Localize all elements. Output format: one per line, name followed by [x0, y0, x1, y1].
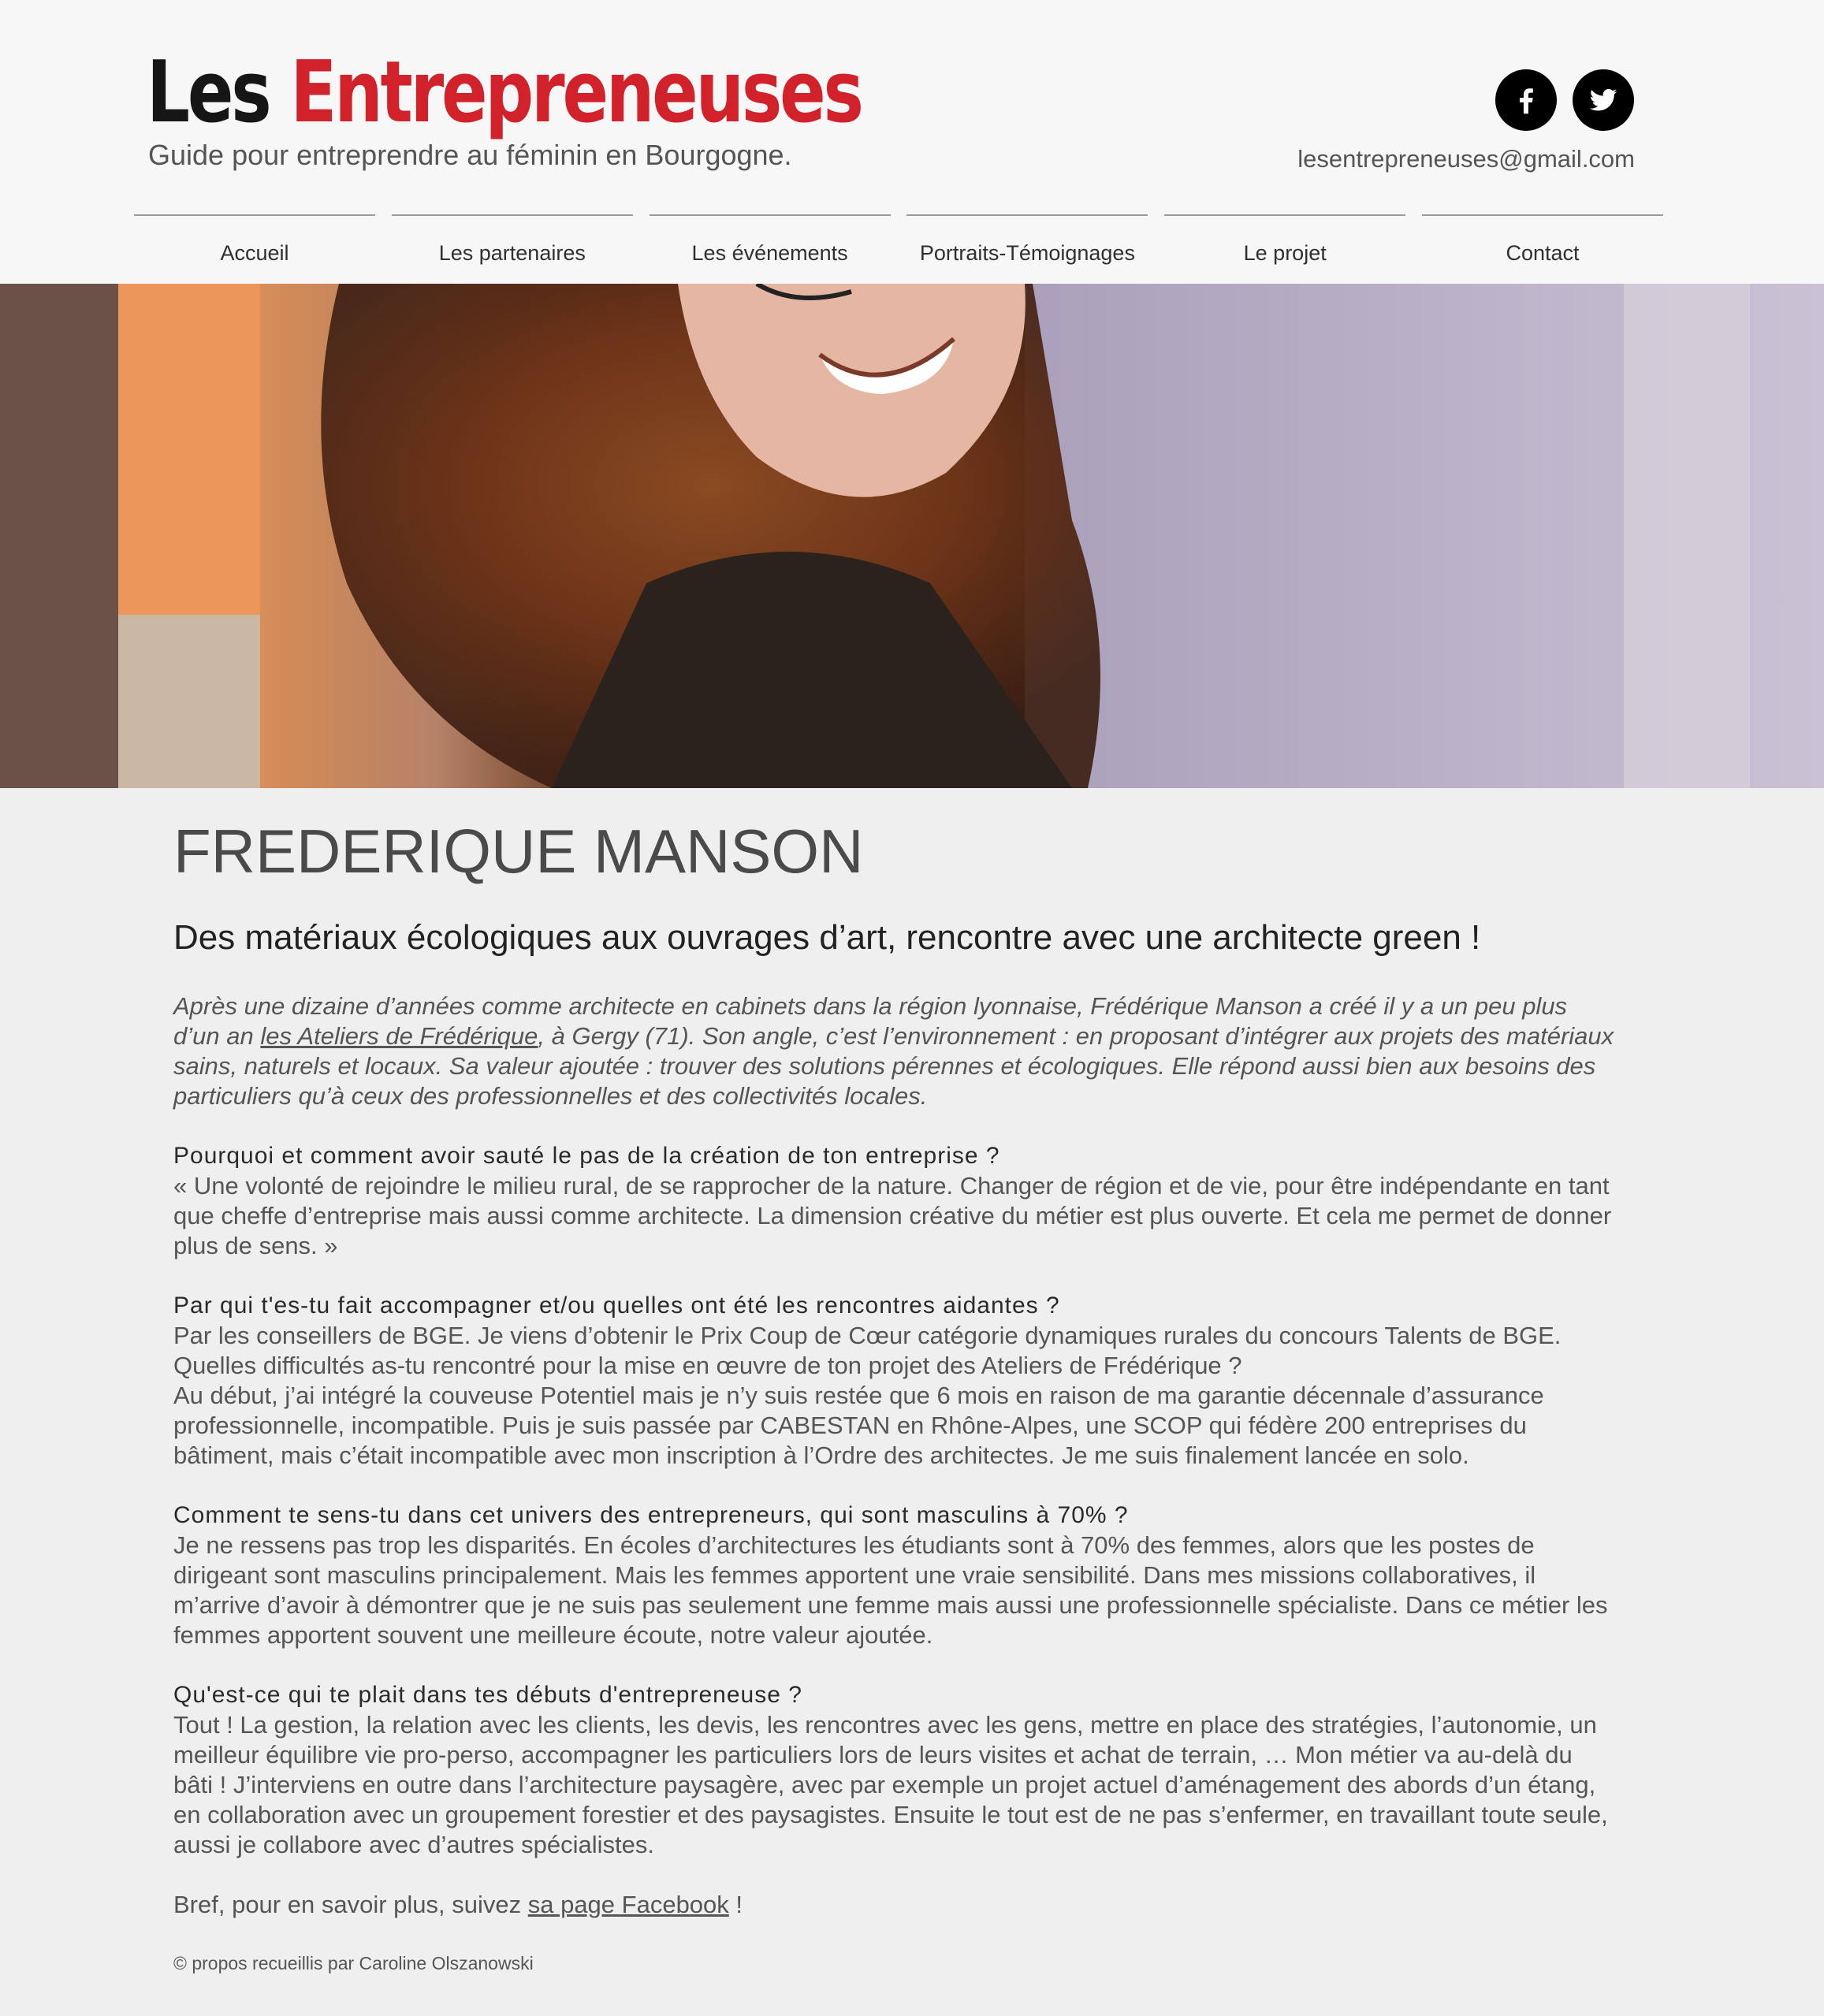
- answer-2: Par les conseillers de BGE. Je viens d’obtenir le Prix Coup de Cœur catégorie dynamiques rurales du concours Talents de BGE.: [173, 1322, 1562, 1349]
- article: [173, 812, 1616, 1974]
- article-subtitle: Des matériaux écologiques aux ouvrages d’art, rencontre avec une architecte green !: [173, 918, 1481, 957]
- question-4: Qu'est-ce qui te plait dans tes débuts d'entrepreneuse ?: [173, 1682, 802, 1708]
- nav-item-accueil[interactable]: Accueil: [134, 214, 375, 284]
- question-2: Par qui t'es-tu fait accompagner et/ou quelles ont été les rencontres aidantes ?: [173, 1293, 1060, 1319]
- site-tagline: Guide pour entreprendre au féminin en Bourgogne.: [148, 139, 792, 171]
- nav-item-projet[interactable]: Le projet: [1164, 214, 1405, 284]
- facebook-icon[interactable]: [1495, 69, 1557, 131]
- answer-3: Je ne ressens pas trop les disparités. En écoles d’architectures les étudiants sont à 70% des femmes, alors que les postes de dirigeant sont masculins principalement. Mais les femmes apportent une vraie sensibilité. Dans mes missions collaboratives, il m’arrive d’avoir à démontrer que je ne suis pas seulement une femme mais aussi une professionnelle spécialiste. Dans ce métier les femmes apportent souvent une meilleure écoute, notre valeur ajoutée.: [173, 1531, 1608, 1649]
- nav-item-contact[interactable]: Contact: [1422, 214, 1663, 284]
- nav-item-partenaires[interactable]: Les partenaires: [392, 214, 633, 284]
- site-header: [0, 0, 1824, 284]
- nav-item-evenements[interactable]: Les événements: [650, 214, 891, 284]
- outro-text-1: Bref, pour en savoir plus, suivez: [173, 1891, 528, 1918]
- article-outro: [173, 1890, 1616, 1920]
- hero-photo: [0, 284, 1824, 788]
- answer-2b: Au début, j’ai intégré la couveuse Potentiel mais je n’y suis restée que 6 mois en raison de ma garantie décennale d’assurance professionnelle, incompatible. Puis je suis passée par CABESTAN en Rhône-Alpes, une SCOP qui fédère 200 entreprises du bâtiment, mais c’était incompatible avec mon inscription à l’Ordre des architectes. Je me suis finalement lancée en solo.: [173, 1382, 1544, 1469]
- facebook-page-link[interactable]: sa page Facebook: [527, 1891, 729, 1918]
- hero-photo-illustration: [0, 284, 1824, 788]
- ateliers-link[interactable]: les Ateliers de Frédérique: [260, 1022, 538, 1050]
- nav-item-portraits[interactable]: Portraits-Témoignages: [906, 214, 1148, 284]
- answer-4: Tout ! La gestion, la relation avec les clients, les devis, les rencontres avec les gens, mettre en place des stratégies, l’autonomie, un meilleur équilibre vie pro-perso, accompagner les particuliers lors de leurs visites et achat de terrain, … Mon métier va au-delà du bâti ! J’interviens en outre dans l’architecture paysagère, avec par exemple un projet actuel d’aménagement des abords d’un étang, en collaboration avec un groupement forestier et des paysagistes. Ensuite le tout est de ne pas s’enfermer, en travaillant toute seule, aussi je collabore avec d’autres spécialistes.: [173, 1711, 1608, 1858]
- contact-email[interactable]: lesentrepreneuses@gmail.com: [1297, 145, 1635, 173]
- main-nav: [134, 214, 1663, 284]
- twitter-icon[interactable]: [1573, 69, 1634, 131]
- logo-word-entrepreneuses: Entrepreneuses: [290, 43, 862, 142]
- article-credit: © propos recueillis par Caroline Olszanowski: [173, 1953, 534, 1973]
- site-logo[interactable]: [147, 38, 862, 148]
- question-1: Pourquoi et comment avoir sauté le pas de la création de ton entreprise ?: [173, 1143, 1000, 1169]
- article-title: FREDERIQUE MANSON: [173, 816, 864, 886]
- question-2b: Quelles difficultés as-tu rencontré pour la mise en œuvre de ton projet des Ateliers de Frédérique ?: [173, 1352, 1242, 1379]
- article-intro: [173, 991, 1616, 1111]
- spacer: [173, 1860, 1616, 1890]
- intro-text-1: Après une dizaine d’années comme architecte en cabinets dans la région lyonnaise, Frédérique Manson a créé il y a un peu plus d’un an: [173, 992, 1568, 1050]
- outro-text-2: !: [728, 1891, 743, 1918]
- answer-1: « Une volonté de rejoindre le milieu rural, de se rapprocher de la nature. Changer de région et de vie, pour être indépendante en tant que cheffe d’entreprise mais aussi comme architecte. La dimension créative du métier est plus ouverte. Et cela me permet de donner plus de sens. »: [173, 1172, 1612, 1259]
- question-3: Comment te sens-tu dans cet univers des entrepreneurs, qui sont masculins à 70% ?: [173, 1502, 1129, 1528]
- intro-text-2: , à Gergy (71). Son angle, c’est l’environnement : en proposant d’intégrer aux projets des matériaux sains, naturels et locaux. Sa valeur ajoutée : trouver des solutions pérennes et écologiques. Elle répond aussi bien aux besoins des particuliers qu’à ceux des professionnelles et des collectivités locales.: [173, 1022, 1614, 1110]
- logo-word-les: Les: [147, 43, 270, 142]
